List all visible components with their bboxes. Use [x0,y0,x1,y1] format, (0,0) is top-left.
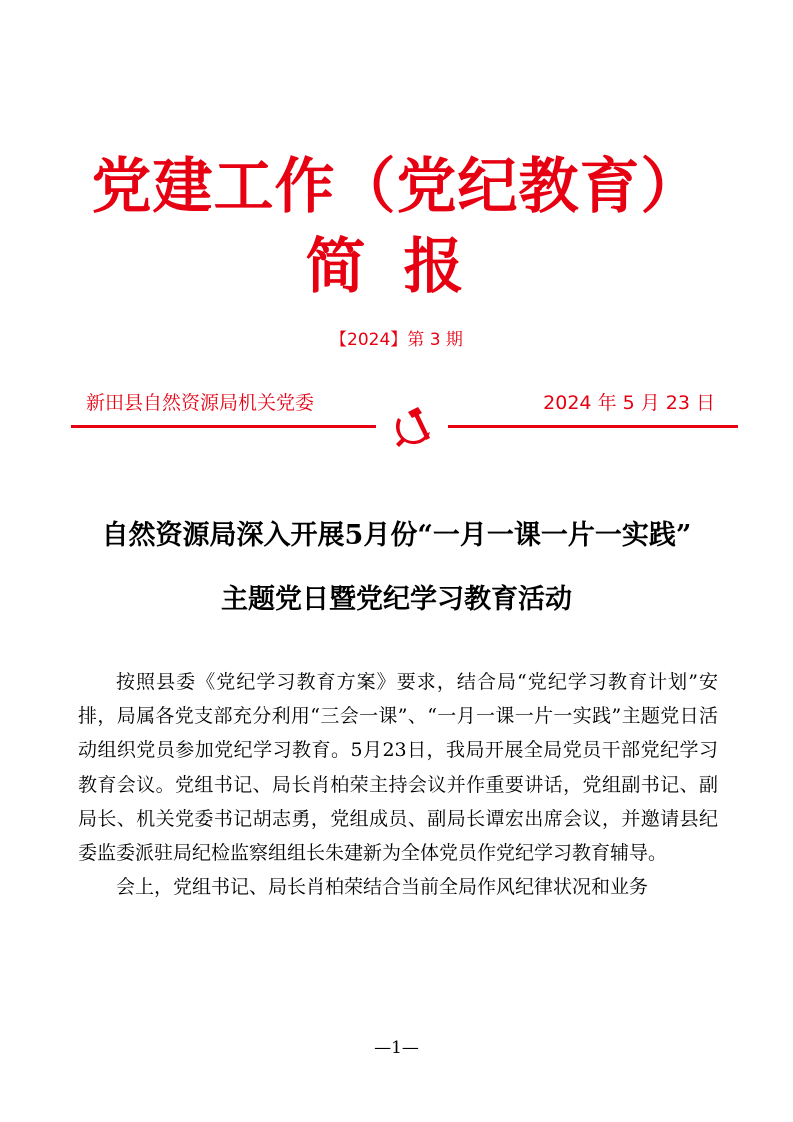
masthead-subtitle: 简报 [305,232,502,302]
publish-date: 2024 年 5 月 23 日 [543,392,715,414]
article-headline-line1: 自然资源局深入开展5月份“一月一课一片一实践” [101,520,692,551]
header-rule-left [71,425,376,428]
article-body [78,665,718,904]
article-paragraph: 会上，党组书记、局长肖柏荣结合当前全局作风纪律状况和业务 [116,876,649,899]
article-paragraph: 按照县委《党纪学习教育方案》要求，结合局“党纪学习教育计划”安排，局属各党支部充分利用“三会一课”、“一月一课一片一实践”主题党日活动组织党员参加党纪学习教育。5月23日，我局开展全局党员干部党纪学习教育会议。党组书记、局长肖柏荣主持会议并作重要讲话，党组副书记、副局长、机关党委书记胡志勇，党组成员、副局长谭宏出席会议，并邀请县纪委监委派驻局纪检监察组组长朱建新为全体党员作党纪学习教育辅导。 [78,671,718,865]
article-headline-line2: 主题党日暨党纪学习教育活动 [221,584,572,615]
masthead-title: 党建工作（党纪教育） [91,152,702,222]
hammer-sickle-icon [388,404,436,450]
page-number: —1— [374,1038,419,1058]
organization-name: 新田县自然资源局机关党委 [86,392,315,414]
header-rule-right [448,425,738,428]
issue-number: 【2024】第 3 期 [330,330,463,350]
